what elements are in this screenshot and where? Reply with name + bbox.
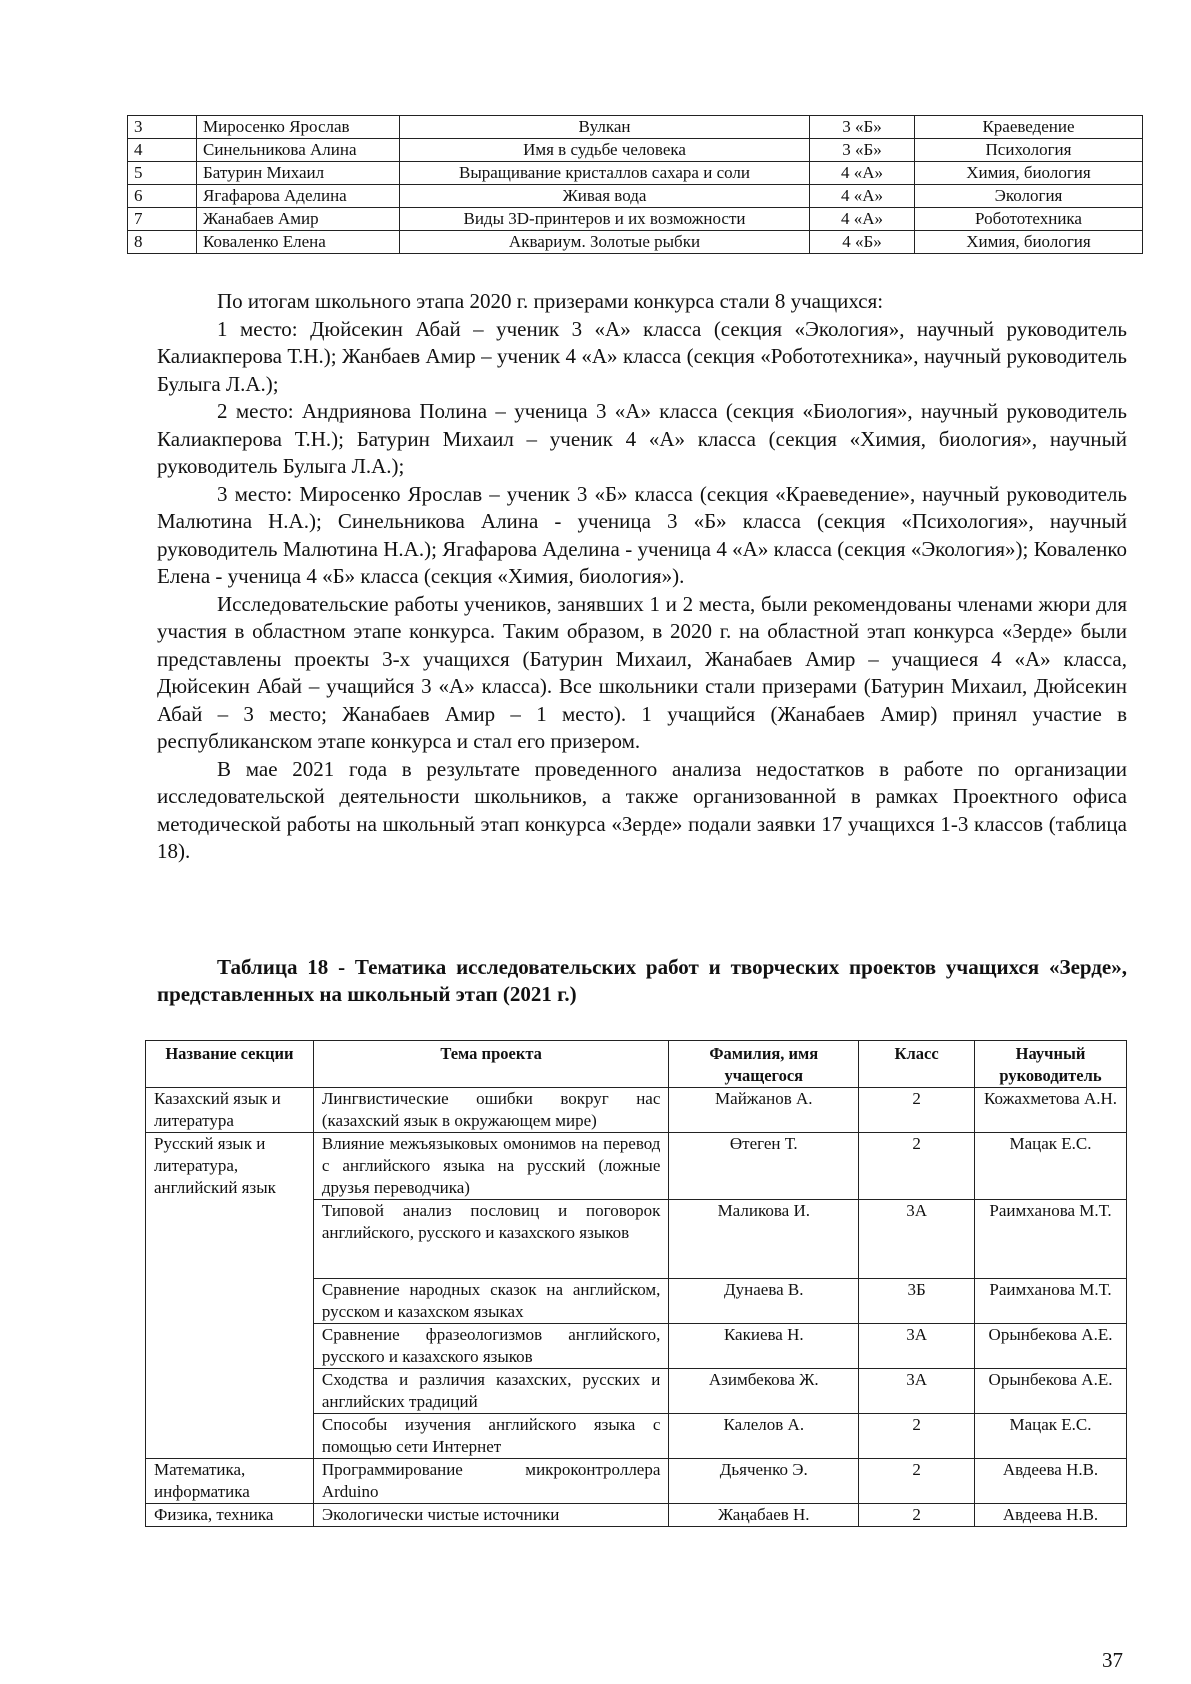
topic-cell: Сходства и различия казахских, русских и английских традиций xyxy=(313,1369,669,1414)
section-name: Робототехника xyxy=(915,208,1143,231)
supervisor-cell: Мацак Е.С. xyxy=(975,1133,1127,1200)
class-cell: 2 xyxy=(859,1414,975,1459)
class-cell: 2 xyxy=(859,1459,975,1504)
class-cell: 2 xyxy=(859,1133,975,1200)
section-cell: Русский язык и литература, английский язык xyxy=(146,1133,314,1459)
class-cell: 3А xyxy=(859,1369,975,1414)
class-cell: 3А xyxy=(859,1324,975,1369)
student-cell: Майжанов А. xyxy=(669,1088,859,1133)
student-name: Коваленко Елена xyxy=(197,231,400,254)
table-row xyxy=(146,1133,1127,1200)
student-class: 4 «А» xyxy=(810,162,915,185)
project-topic: Аквариум. Золотые рыбки xyxy=(400,231,810,254)
row-number: 7 xyxy=(128,208,197,231)
student-name: Миросенко Ярослав xyxy=(197,116,400,139)
table-caption: Таблица 18 - Тематика исследовательских работ и творческих проектов учащихся «Зерде», представленных на школьный этап (2021 г.) xyxy=(157,955,1127,1006)
section-cell: Казахский язык и литература xyxy=(146,1088,314,1133)
paragraph: 3 место: Миросенко Ярослав – ученик 3 «Б» класса (секция «Краеведение», научный руководитель Малютина Н.А.); Синельникова Алина - ученица 3 «Б» класса (секция «Психология», научный руководитель Малютина Н.А.); Ягафарова Аделина - ученица 4 «А» класса (секция «Экология»); Коваленко Елена - ученица 4 «Б» класса (секция «Химия, биология»). xyxy=(157,481,1127,588)
table-header-row xyxy=(146,1041,1127,1088)
section-name: Химия, биология xyxy=(915,231,1143,254)
class-cell: 3А xyxy=(859,1200,975,1279)
topic-cell: Способы изучения английского языка с помощью сети Интернет xyxy=(313,1414,669,1459)
project-topic: Виды 3D-принтеров и их возможности xyxy=(400,208,810,231)
topic-cell: Сравнение фразеологизмов английского, русского и казахского языков xyxy=(313,1324,669,1369)
supervisor-cell: Орынбекова А.Е. xyxy=(975,1369,1127,1414)
student-name: Ягафарова Аделина xyxy=(197,185,400,208)
row-number: 5 xyxy=(128,162,197,185)
header-student: Фамилия, имя учащегося xyxy=(669,1041,859,1088)
section-name: Химия, биология xyxy=(915,162,1143,185)
paragraph: 2 место: Андриянова Полина – ученица 3 «А» класса (секция «Биология», научный руководитель Калиакперова Т.Н.); Батурин Михаил – ученик 4 «А» класса (секция «Химия, биология», научный руководитель Булыга Л.А.); xyxy=(157,399,1127,478)
table-row xyxy=(146,1504,1127,1527)
table-row xyxy=(128,139,1143,162)
page-number: 37 xyxy=(1102,1648,1123,1672)
project-topic: Выращивание кристаллов сахара и соли xyxy=(400,162,810,185)
table-row xyxy=(128,162,1143,185)
student-name: Батурин Михаил xyxy=(197,162,400,185)
class-cell: 3Б xyxy=(859,1279,975,1324)
row-number: 8 xyxy=(128,231,197,254)
table-row xyxy=(128,208,1143,231)
paragraph: По итогам школьного этапа 2020 г. призерами конкурса стали 8 учащихся: xyxy=(217,289,884,313)
section-name: Краеведение xyxy=(915,116,1143,139)
student-class: 4 «А» xyxy=(810,208,915,231)
student-cell: Дунаева В. xyxy=(669,1279,859,1324)
topic-cell: Типовой анализ пословиц и поговорок английского, русского и казахского языков xyxy=(313,1200,669,1279)
paragraph: Исследовательские работы учеников, занявших 1 и 2 места, были рекомендованы членами жюри для участия в областном этапе конкурса. Таким образом, в 2020 г. на областной этап конкурса «Зерде» были представлены проекты 3-х учащихся (Батурин Михаил, Жанабаев Амир – учащиеся 4 «А» класса, Дюйсекин Абай – учащийся 3 «А» класса). Все школьники стали призерами (Батурин Михаил, Дюйсекин Абай – 3 место; Жанабаев Амир – 1 место). 1 учащийся (Жанабаев Амир) принял участие в республиканском этапе конкурса и стал его призером. xyxy=(157,591,1127,753)
topic-cell: Сравнение народных сказок на английском, русском и казахском языках xyxy=(313,1279,669,1324)
topic-cell: Экологически чистые источники xyxy=(313,1504,669,1527)
table-row xyxy=(128,116,1143,139)
table-row xyxy=(146,1088,1127,1133)
student-name: Жанабаев Амир xyxy=(197,208,400,231)
header-supervisor: Научный руководитель xyxy=(975,1041,1127,1088)
student-class: 3 «Б» xyxy=(810,116,915,139)
student-cell: Какиева Н. xyxy=(669,1324,859,1369)
student-cell: Дьяченко Э. xyxy=(669,1459,859,1504)
table-row xyxy=(128,185,1143,208)
project-topic: Живая вода xyxy=(400,185,810,208)
student-class: 4 «Б» xyxy=(810,231,915,254)
project-topic: Имя в судьбе человека xyxy=(400,139,810,162)
paragraph: В мае 2021 года в результате проведенного анализа недостатков в работе по организации исследовательской деятельности школьников, а также организованной в рамках Проектного офиса методической работы на школьный этап конкурса «Зерде» подали заявки 17 учащихся 1-3 классов (таблица 18). xyxy=(157,756,1127,863)
section-name: Экология xyxy=(915,185,1143,208)
student-name: Синельникова Алина xyxy=(197,139,400,162)
topic-cell: Программирование микроконтроллера Arduino xyxy=(313,1459,669,1504)
paragraph: 1 место: Дюйсекин Абай – ученик 3 «А» класса (секция «Экология», научный руководитель Калиакперова Т.Н.); Жанбаев Амир – ученик 4 «А» класса (секция «Робототехника», научный руководитель Булыга Л.А.); xyxy=(157,316,1127,396)
supervisor-cell: Авдеева Н.В. xyxy=(975,1459,1127,1504)
supervisor-cell: Авдеева Н.В. xyxy=(975,1504,1127,1527)
section-cell: Математика, информатика xyxy=(146,1459,314,1504)
body-text xyxy=(157,288,1127,866)
row-number: 4 xyxy=(128,139,197,162)
header-topic: Тема проекта xyxy=(313,1041,669,1088)
section-cell: Физика, техника xyxy=(146,1504,314,1527)
students-table-continued xyxy=(127,115,1143,254)
header-class: Класс xyxy=(859,1041,975,1088)
student-cell: Азимбекова Ж. xyxy=(669,1369,859,1414)
student-cell: Маликова И. xyxy=(669,1200,859,1279)
row-number: 3 xyxy=(128,116,197,139)
student-class: 4 «А» xyxy=(810,185,915,208)
projects-table xyxy=(145,1040,1127,1527)
table-row xyxy=(146,1459,1127,1504)
supervisor-cell: Мацак Е.С. xyxy=(975,1414,1127,1459)
section-name: Психология xyxy=(915,139,1143,162)
supervisor-cell: Кожахметова А.Н. xyxy=(975,1088,1127,1133)
student-class: 3 «Б» xyxy=(810,139,915,162)
topic-cell: Влияние межъязыковых омонимов на перевод с английского языка на русский (ложные друзья переводчика) xyxy=(313,1133,669,1200)
student-cell: Жаңабаев Н. xyxy=(669,1504,859,1527)
table-row xyxy=(128,231,1143,254)
topic-cell: Лингвистические ошибки вокруг нас (казахский язык в окружающем мире) xyxy=(313,1088,669,1133)
row-number: 6 xyxy=(128,185,197,208)
supervisor-cell: Орынбекова А.Е. xyxy=(975,1324,1127,1369)
student-cell: Өтеген Т. xyxy=(669,1133,859,1200)
class-cell: 2 xyxy=(859,1504,975,1527)
project-topic: Вулкан xyxy=(400,116,810,139)
header-section: Название секции xyxy=(146,1041,314,1088)
student-cell: Калелов А. xyxy=(669,1414,859,1459)
class-cell: 2 xyxy=(859,1088,975,1133)
supervisor-cell: Раимханова М.Т. xyxy=(975,1279,1127,1324)
supervisor-cell: Раимханова М.Т. xyxy=(975,1200,1127,1279)
